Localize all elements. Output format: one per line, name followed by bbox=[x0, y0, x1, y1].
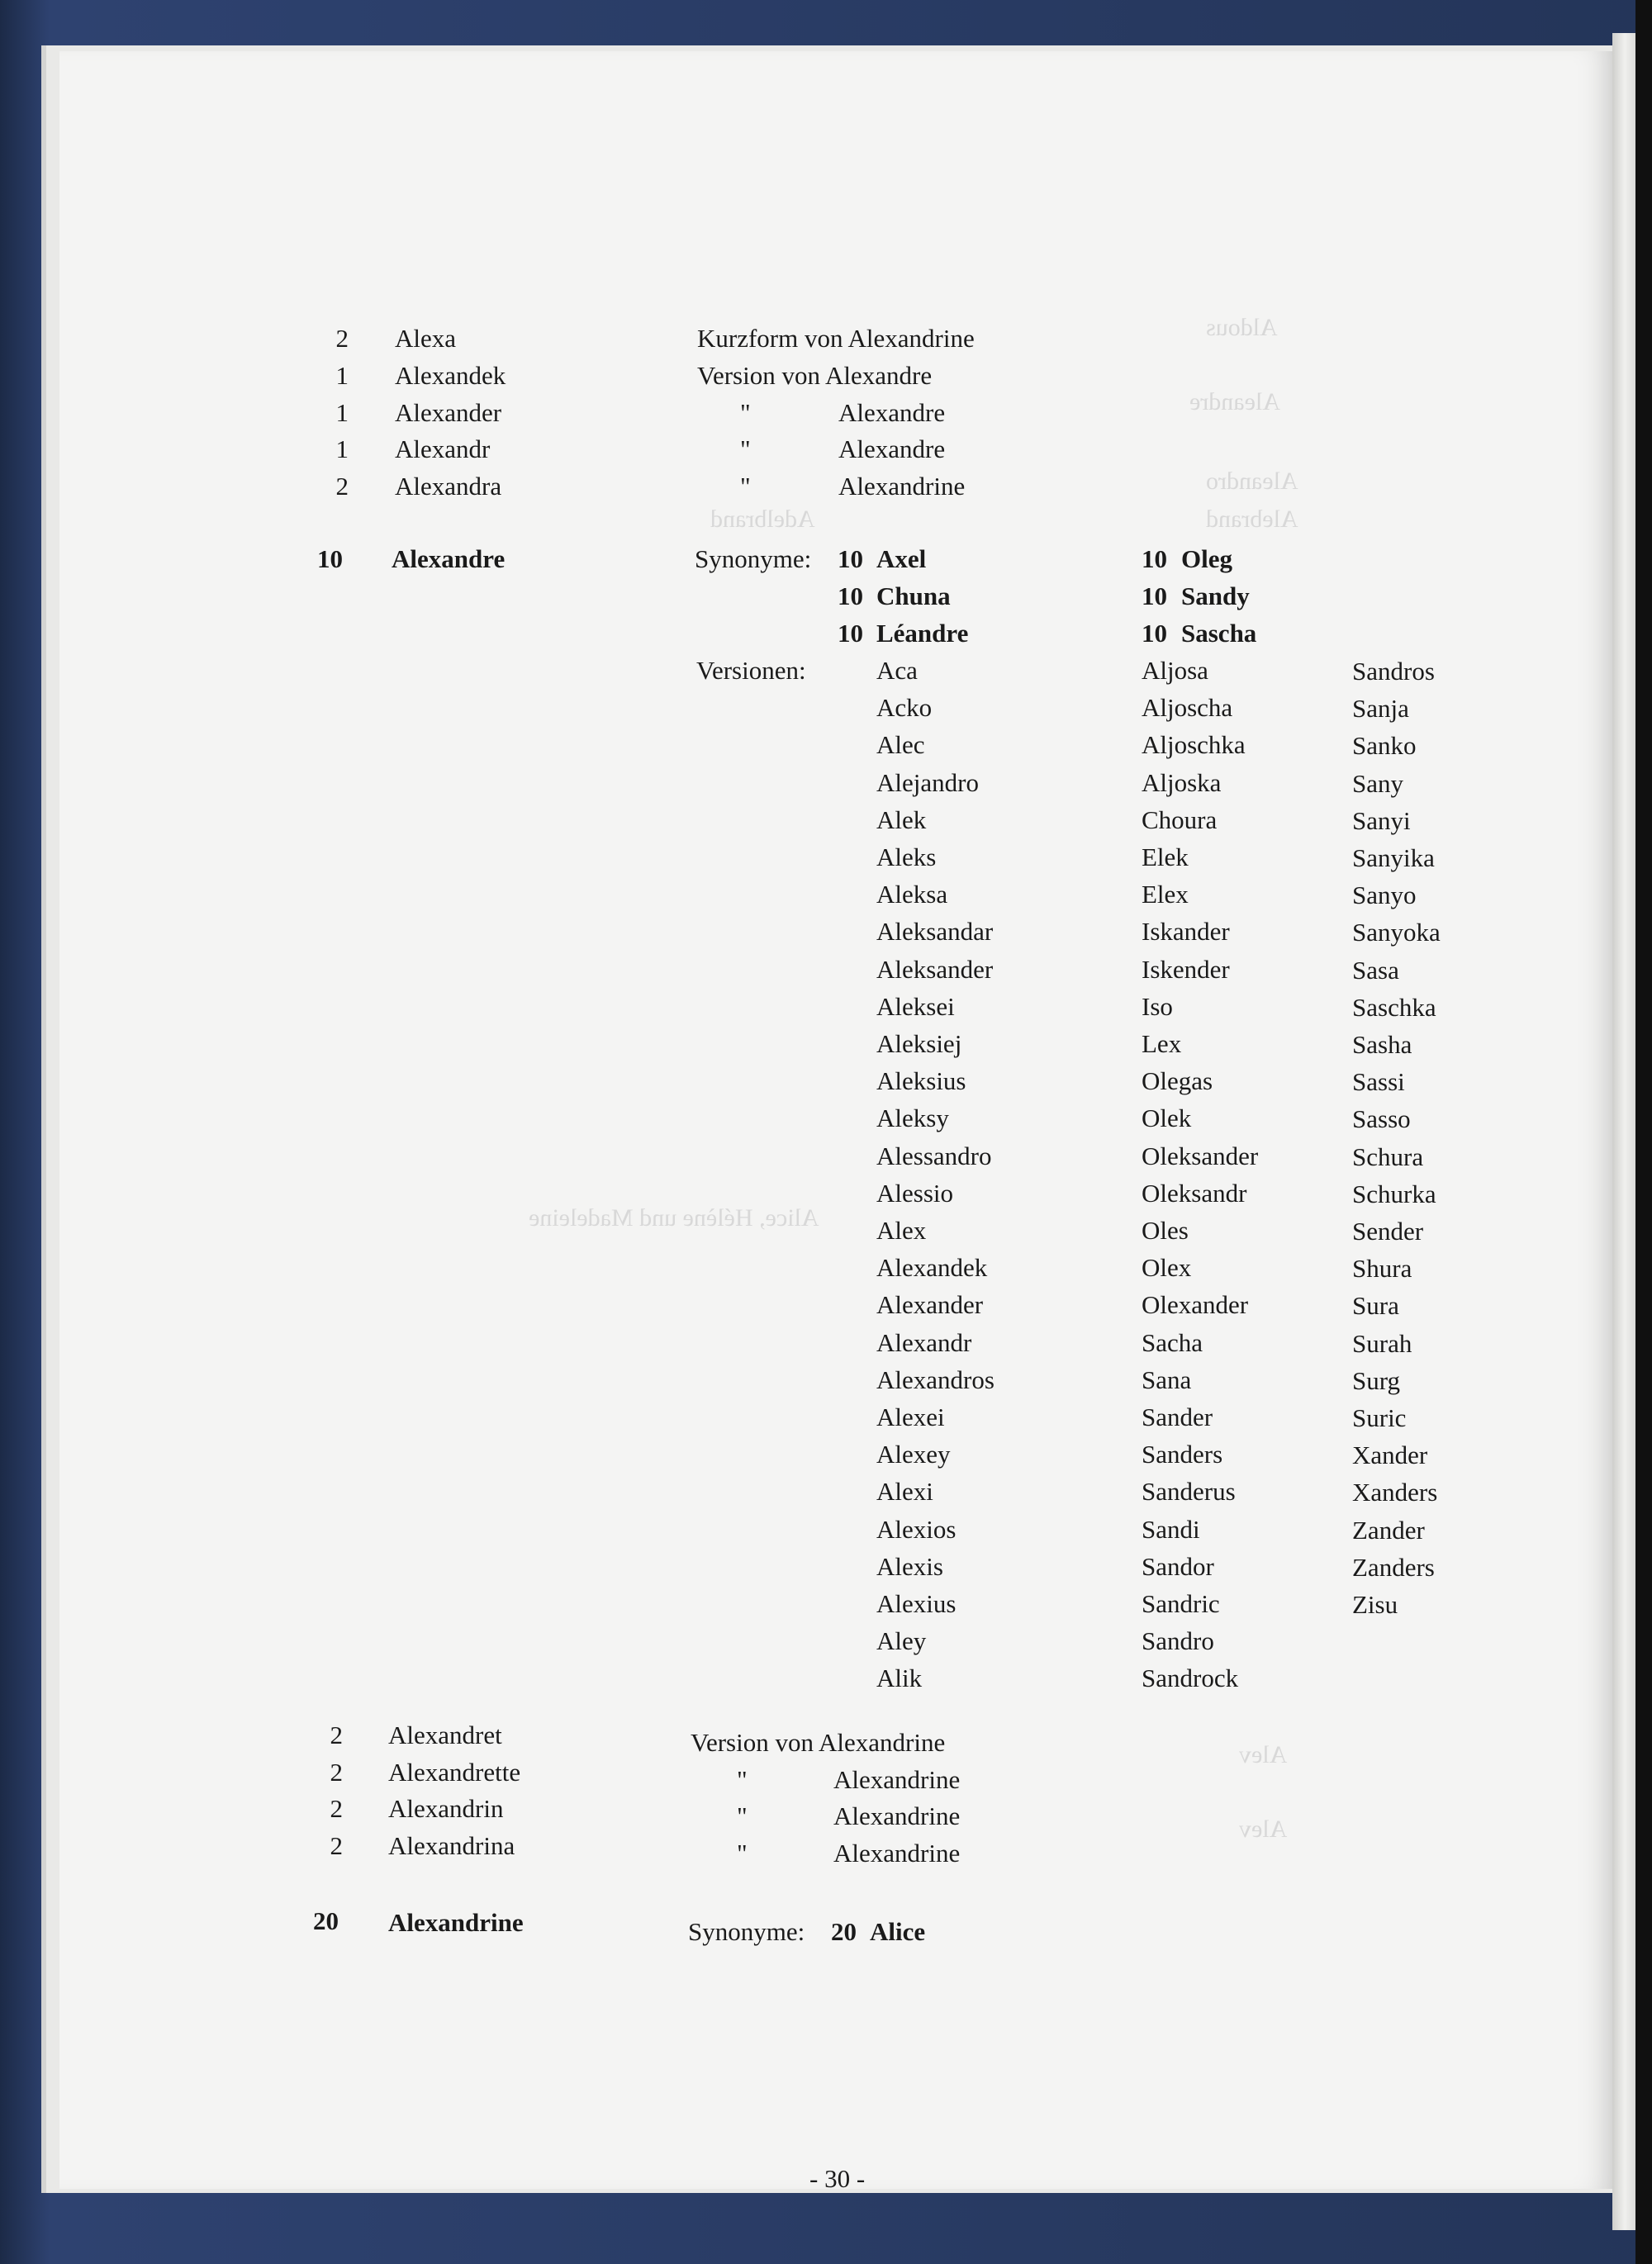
version-name: Choura bbox=[1142, 805, 1218, 834]
version-name: Iso bbox=[1142, 991, 1173, 1021]
version-name: Schura bbox=[1352, 1141, 1424, 1171]
version-name: Zisu bbox=[1352, 1590, 1398, 1619]
version-name: Sasha bbox=[1352, 1030, 1412, 1059]
entry-description: Alexandrine bbox=[833, 1839, 961, 1868]
synonym-name: Axel bbox=[876, 544, 927, 573]
entry-count: 1 bbox=[335, 398, 349, 427]
synonym-count: 10 bbox=[1142, 581, 1167, 610]
version-name: Sandrock bbox=[1142, 1664, 1239, 1693]
ditto-mark: " bbox=[740, 434, 751, 463]
entry-count: 2 bbox=[330, 1721, 343, 1749]
version-name: Aca bbox=[876, 656, 918, 685]
entry-name: Alexandr bbox=[395, 434, 491, 463]
page-number: - 30 - bbox=[809, 2164, 866, 2193]
version-name: Aljoscha bbox=[1142, 693, 1233, 723]
entry-name: Alexandrina bbox=[388, 1831, 515, 1860]
version-name: Iskender bbox=[1142, 954, 1230, 984]
page-edge bbox=[1612, 33, 1637, 2230]
synonym-name: Sascha bbox=[1181, 619, 1257, 648]
entry-count: 2 bbox=[335, 324, 349, 353]
version-name: Aljosa bbox=[1142, 656, 1208, 685]
entry-count: 2 bbox=[330, 1758, 343, 1787]
version-name: Sany bbox=[1352, 768, 1403, 798]
version-name: Aleksiej bbox=[876, 1029, 962, 1058]
version-name: Sanyi bbox=[1352, 805, 1411, 835]
synonym-count: 10 bbox=[838, 544, 863, 573]
version-name: Aleks bbox=[876, 842, 937, 871]
version-name: Elex bbox=[1142, 880, 1189, 909]
entry-count: 10 bbox=[317, 544, 343, 573]
version-name: Iskander bbox=[1142, 917, 1230, 947]
version-name: Alexius bbox=[876, 1589, 957, 1618]
version-name: Sanko bbox=[1352, 731, 1417, 761]
version-name: Alexandek bbox=[876, 1253, 988, 1283]
version-name: Sasso bbox=[1352, 1104, 1411, 1134]
synonyms-label: Synonyme: bbox=[695, 544, 812, 573]
entry-count: 20 bbox=[313, 1906, 339, 1935]
synonym-count: 20 bbox=[831, 1917, 857, 1946]
version-name: Aleksander bbox=[876, 954, 994, 984]
entry-name: Alexandret bbox=[388, 1721, 502, 1749]
entry-description: Alexandre bbox=[838, 398, 946, 427]
versions-label: Versionen: bbox=[696, 656, 806, 685]
version-name: Alexei bbox=[876, 1403, 945, 1431]
entry-name: Alexandrine bbox=[388, 1908, 524, 1937]
version-name: Shura bbox=[1352, 1254, 1412, 1284]
version-name: Oles bbox=[1142, 1216, 1189, 1245]
entry-description: Version von Alexandrine bbox=[691, 1728, 946, 1757]
entry-count: 2 bbox=[335, 472, 349, 501]
synonym-name: Oleg bbox=[1181, 544, 1232, 573]
synonym-name: Léandre bbox=[876, 619, 969, 648]
version-name: Sanyoka bbox=[1352, 918, 1441, 947]
entry-count: 2 bbox=[330, 1831, 343, 1860]
synonym-name: Sandy bbox=[1181, 581, 1250, 610]
synonym-count: 10 bbox=[838, 581, 863, 610]
entry-description: Version von Alexandre bbox=[697, 361, 933, 390]
entry-description: Alexandrine bbox=[838, 472, 966, 501]
version-name: Olegas bbox=[1142, 1066, 1213, 1096]
scan-border bbox=[1635, 0, 1652, 2264]
version-name: Saschka bbox=[1352, 992, 1436, 1022]
entry-name: Alexandra bbox=[395, 472, 502, 501]
version-name: Sander bbox=[1142, 1403, 1213, 1431]
entry-name: Alexa bbox=[395, 324, 457, 353]
synonym-name: Chuna bbox=[876, 581, 951, 610]
version-name: Alex bbox=[876, 1216, 927, 1245]
entry-description: Kurzform von Alexandrine bbox=[697, 324, 975, 353]
version-name: Schurka bbox=[1352, 1179, 1436, 1208]
entry-name: Alexander bbox=[395, 398, 502, 427]
entry-name: Alexandrin bbox=[388, 1794, 504, 1823]
version-name: Olexander bbox=[1142, 1290, 1249, 1320]
version-name: Alexios bbox=[876, 1514, 957, 1544]
ditto-mark: " bbox=[740, 472, 751, 501]
version-name: Aleksandar bbox=[876, 917, 994, 947]
version-name: Sanyika bbox=[1352, 843, 1435, 872]
version-name: Sandor bbox=[1142, 1551, 1214, 1581]
version-name: Suric bbox=[1352, 1403, 1407, 1432]
version-name: Alexey bbox=[876, 1440, 951, 1469]
version-name: Alexander bbox=[876, 1290, 984, 1320]
version-name: Sandro bbox=[1142, 1626, 1214, 1656]
version-name: Oleksandr bbox=[1142, 1178, 1247, 1208]
synonym-count: 10 bbox=[1142, 544, 1167, 573]
entry-count: 1 bbox=[335, 434, 349, 463]
version-name: Sender bbox=[1352, 1217, 1424, 1246]
ditto-mark: " bbox=[740, 398, 751, 427]
version-name: Olex bbox=[1142, 1253, 1192, 1283]
version-name: Alexandr bbox=[876, 1327, 972, 1357]
synonym-name: Alice bbox=[870, 1917, 926, 1946]
version-name: Aljoschka bbox=[1142, 730, 1246, 760]
version-name: Lex bbox=[1142, 1029, 1182, 1058]
version-name: Xander bbox=[1352, 1441, 1428, 1470]
entry-description: Alexandrine bbox=[833, 1765, 961, 1794]
version-name: Sanyo bbox=[1352, 880, 1417, 910]
version-name: Xanders bbox=[1352, 1478, 1438, 1507]
version-name: Elek bbox=[1142, 842, 1189, 871]
ditto-mark: " bbox=[737, 1801, 748, 1830]
entry-count: 2 bbox=[330, 1794, 343, 1823]
version-name: Sassi bbox=[1352, 1067, 1405, 1097]
version-name: Alessio bbox=[876, 1178, 953, 1208]
entry-name: Alexandrette bbox=[388, 1758, 521, 1787]
version-name: Alexis bbox=[876, 1551, 943, 1581]
entry-name: Alexandre bbox=[392, 544, 506, 573]
version-name: Sana bbox=[1142, 1365, 1192, 1394]
ditto-mark: " bbox=[737, 1839, 748, 1868]
version-name: Zander bbox=[1352, 1515, 1425, 1545]
version-name: Sasa bbox=[1352, 955, 1399, 985]
entry-description: Alexandrine bbox=[833, 1801, 961, 1830]
entry-name: Alexandek bbox=[395, 361, 506, 390]
version-name: Sanderus bbox=[1142, 1477, 1236, 1507]
synonyms-label: Synonyme: bbox=[688, 1917, 805, 1946]
entry-count: 1 bbox=[335, 361, 349, 390]
version-name: Aley bbox=[876, 1626, 927, 1656]
version-name: Sandric bbox=[1142, 1589, 1220, 1618]
version-name: Alexandros bbox=[876, 1365, 995, 1394]
version-name: Alejandro bbox=[876, 767, 979, 797]
version-name: Alec bbox=[876, 730, 925, 760]
version-name: Olek bbox=[1142, 1104, 1192, 1133]
version-name: Alik bbox=[876, 1664, 923, 1693]
synonym-count: 10 bbox=[1142, 619, 1167, 648]
version-name: Sandros bbox=[1352, 657, 1435, 686]
version-name: Alexi bbox=[876, 1477, 933, 1507]
version-name: Zanders bbox=[1352, 1552, 1435, 1582]
version-name: Oleksander bbox=[1142, 1141, 1259, 1170]
version-name: Alek bbox=[876, 805, 927, 834]
version-name: Aleksei bbox=[876, 991, 955, 1021]
version-name: Aleksius bbox=[876, 1066, 966, 1096]
entry-description: Alexandre bbox=[838, 434, 946, 463]
version-name: Sandi bbox=[1142, 1514, 1200, 1544]
ditto-mark: " bbox=[737, 1765, 748, 1794]
version-name: Alessandro bbox=[876, 1141, 992, 1170]
version-name: Surg bbox=[1352, 1365, 1401, 1395]
version-name: Sanja bbox=[1352, 694, 1409, 724]
version-name: Sacha bbox=[1142, 1327, 1203, 1357]
version-name: Aljoska bbox=[1142, 767, 1222, 797]
version-name: Acko bbox=[876, 693, 933, 723]
synonym-count: 10 bbox=[838, 619, 863, 648]
version-name: Surah bbox=[1352, 1328, 1412, 1358]
version-name: Aleksa bbox=[876, 880, 948, 909]
version-name: Sanders bbox=[1142, 1440, 1223, 1469]
version-name: Aleksy bbox=[876, 1104, 949, 1133]
version-name: Sura bbox=[1352, 1291, 1399, 1321]
